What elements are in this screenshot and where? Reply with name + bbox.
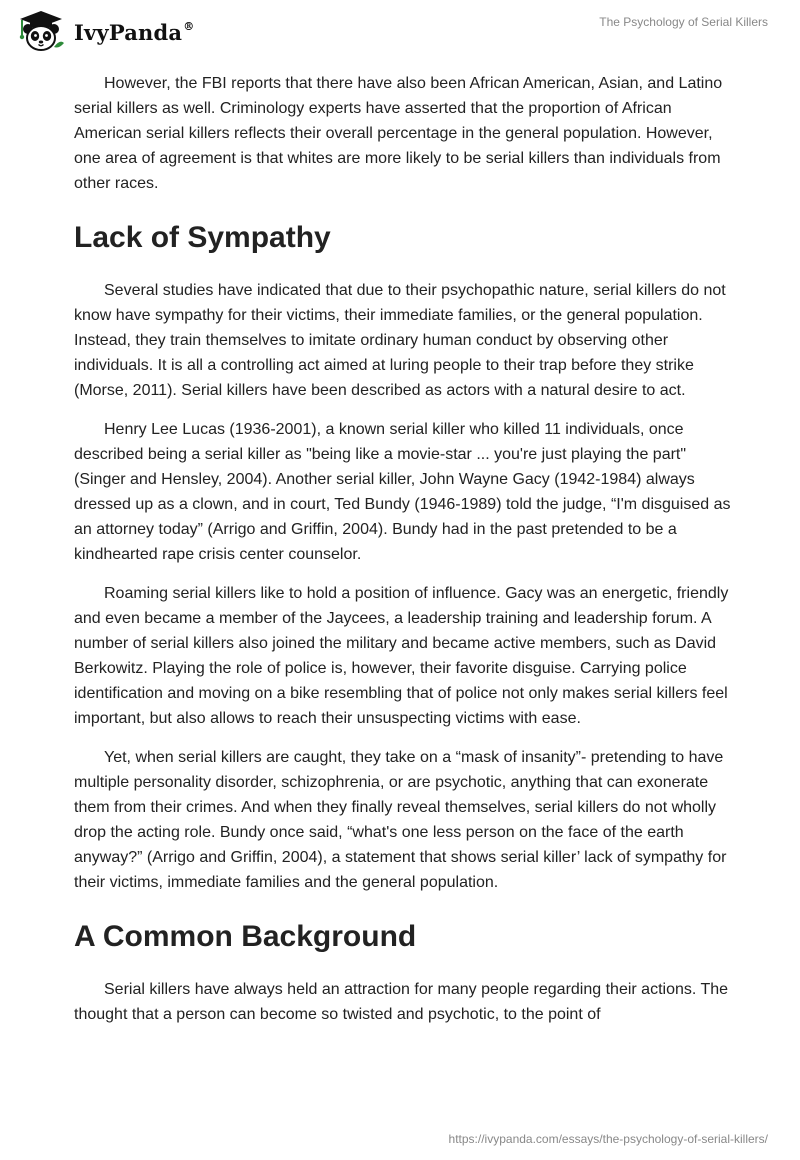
ivypanda-logo[interactable] — [14, 9, 194, 53]
paragraph: Yet, when serial killers are caught, they take on a “mask of insanity”- pretending to have multiple personality disorder, schizophrenia, or are psychotic, anything that can exonerate them from their crimes. And when they finally reveal themselves, serial killers do not wholly drop the acting role. Bundy once said, “what's one less person on the face of the earth anyway?” (Arrigo and Griffin, 2004), a statement that shows serial killer’ lack of sympathy for their victims, immediate families and the general population. — [74, 749, 727, 891]
registered-mark: ® — [183, 19, 195, 33]
paragraph: Henry Lee Lucas (1936-2001), a known serial killer who killed 11 individuals, once described being a serial killer as "being like a movie-star ... you're just playing the part" (Singer and Hensley, 2004). Another serial killer, John Wayne Gacy (1942-1984) always dressed up as a clown, and in court, Ted Bundy (1946-1989) told the judge, “I'm disguised as an attorney today” (Arrigo and Griffin, 2004). Bundy had in the past pretended to be a kindhearted rape crisis center counselor. — [74, 421, 731, 563]
section-heading-lack-of-sympathy: Lack of Sympathy — [74, 221, 331, 254]
page-header — [0, 0, 800, 60]
paragraph: Several studies have indicated that due to their psychopathic nature, serial killers do not know have sympathy for their victims, their immediate families, or the general population. Instead, they train themselves to imitate ordinary human conduct by observing other individuals. It is all a controlling act aimed at luring people to their trap before they strike (Morse, 2011). Serial killers have been described as actors with a natural desire to act. — [74, 282, 726, 399]
running-title: The Psychology of Serial Killers — [599, 15, 768, 29]
paragraph: Roaming serial killers like to hold a position of influence. Gacy was an energetic, friendly and even became a member of the Jaycees, a leadership training and leadership forum. A number of serial killers also joined the military and became active members, such as David Berkowitz. Playing the role of police is, however, their favorite disguise. Carrying police identification and moving on a bike resembling that of police not only makes serial killers feel important, but also allows to reach their unsuspecting victims with ease. — [74, 585, 729, 727]
section-heading-common-background: A Common Background — [74, 920, 417, 953]
panda-graduate-icon — [14, 9, 68, 53]
logo-text: IvyPanda — [74, 19, 183, 45]
logo-wordmark — [74, 20, 194, 45]
source-url[interactable]: https://ivypanda.com/essays/the-psychology-of-serial-killers/ — [448, 1132, 768, 1146]
essay-content — [74, 71, 734, 1027]
paragraph: Serial killers have always held an attraction for many people regarding their actions. The thought that a person can become so twisted and psychotic, to the point of — [74, 981, 729, 1023]
paragraph: However, the FBI reports that there have also been African American, Asian, and Latino serial killers as well. Criminology experts have asserted that the proportion of African American serial killers reflects their overall percentage in the general population. However, one area of agreement is that whites are more likely to be serial killers than individuals from other races. — [74, 75, 723, 192]
